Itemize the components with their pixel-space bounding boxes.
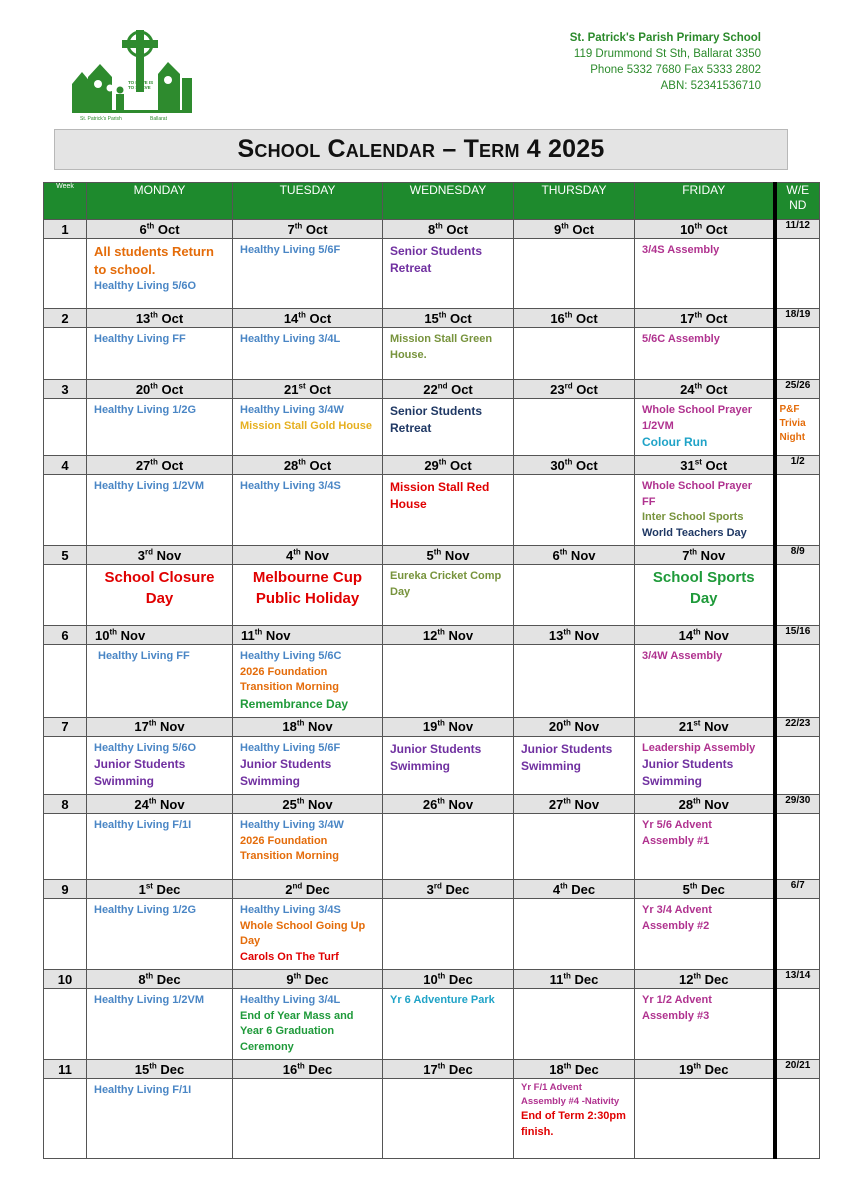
week-date-row — [44, 220, 820, 239]
event-cell — [233, 565, 383, 626]
event-item: 2026 Foundation Transition Morning — [240, 834, 339, 862]
date-cell: 14th Nov — [635, 626, 775, 645]
event-cell — [635, 814, 775, 880]
event-cell — [635, 736, 775, 795]
week-date-row — [44, 546, 820, 565]
date-cell: 3rd Nov — [87, 546, 233, 565]
date-cell: 18th Nov — [233, 717, 383, 736]
event-cell — [233, 736, 383, 795]
date-cell: 21st Oct — [233, 380, 383, 399]
event-item: 5/6C Assembly — [642, 333, 720, 345]
date-cell: 26th Nov — [383, 795, 514, 814]
date-cell: 5th Dec — [635, 880, 775, 899]
week-events-row — [44, 814, 820, 880]
week-number: 5 — [44, 546, 87, 565]
week-events-row — [44, 989, 820, 1060]
event-item: 2026 Foundation Transition Morning — [240, 665, 339, 693]
weekend-cell — [775, 475, 820, 546]
date-cell: 12th Nov — [383, 626, 514, 645]
week-number: 7 — [44, 717, 87, 736]
event-item: Healthy Living 5/6F — [240, 244, 341, 256]
date-cell: 15th Oct — [383, 309, 514, 328]
weekend-cell — [775, 736, 820, 795]
event-cell — [383, 565, 514, 626]
event-cell — [514, 989, 635, 1060]
event-item: Healthy Living 5/6O — [94, 741, 197, 754]
event-item: End of Term 2:30pm finish. — [521, 1110, 626, 1138]
weekend-dates: 29/30 — [775, 795, 820, 814]
date-cell: 18th Dec — [514, 1060, 635, 1079]
week-spacer — [44, 736, 87, 795]
date-cell: 28th Oct — [233, 456, 383, 475]
week-number: 1 — [44, 220, 87, 239]
logo-motto: TO LOVE IS TO SERVE — [128, 80, 154, 90]
date-cell: 20th Oct — [87, 380, 233, 399]
event-item: All students Return to school. — [94, 244, 214, 277]
event-item: Junior Students Swimming — [240, 757, 332, 788]
weekend-cell — [775, 399, 820, 456]
event-item: Whole School Prayer FF — [642, 480, 753, 508]
week-spacer — [44, 814, 87, 880]
event-item: Mission Stall Gold House — [240, 419, 373, 432]
event-item: End of Year Mass and Year 6 Graduation Ceremony — [240, 1009, 354, 1053]
event-cell — [233, 399, 383, 456]
date-cell: 4th Dec — [514, 880, 635, 899]
header-tuesday: TUESDAY — [233, 183, 383, 220]
week-number: 4 — [44, 456, 87, 475]
event-item: Remembrance Day — [240, 696, 349, 711]
weekend-dates: 22/23 — [775, 717, 820, 736]
week-spacer — [44, 899, 87, 970]
event-item: Healthy Living 3/4L — [240, 333, 341, 345]
week-date-row — [44, 717, 820, 736]
week-spacer — [44, 565, 87, 626]
date-cell: 30th Oct — [514, 456, 635, 475]
week-number: 3 — [44, 380, 87, 399]
header-week: Week — [44, 183, 87, 220]
date-cell: 17th Nov — [87, 717, 233, 736]
week-events-row — [44, 328, 820, 380]
date-cell: 9th Dec — [233, 970, 383, 989]
event-item: Leadership Assembly — [642, 741, 756, 754]
header-weekend-line1: W/E — [786, 183, 810, 197]
event-item: Yr 5/6 Advent Assembly #1 — [642, 819, 712, 847]
event-item: Senior Students Retreat — [390, 244, 483, 275]
event-item: Healthy Living 5/6F — [240, 741, 341, 754]
event-cell — [87, 736, 233, 795]
weekend-dates: 11/12 — [775, 220, 820, 239]
event-cell — [383, 475, 514, 546]
week-events-row — [44, 1079, 820, 1159]
date-cell: 16th Oct — [514, 309, 635, 328]
week-number: 10 — [44, 970, 87, 989]
header-row — [44, 183, 820, 220]
week-spacer — [44, 475, 87, 546]
term-calendar-table — [43, 182, 820, 1159]
event-cell — [635, 399, 775, 456]
event-cell — [233, 814, 383, 880]
event-cell — [514, 899, 635, 970]
header-weekend — [775, 183, 820, 220]
date-cell: 21st Nov — [635, 717, 775, 736]
week-spacer — [44, 1079, 87, 1159]
week-events-row — [44, 565, 820, 626]
date-cell: 6th Nov — [514, 546, 635, 565]
event-cell — [514, 736, 635, 795]
event-cell — [87, 814, 233, 880]
event-cell — [635, 899, 775, 970]
school-phone: Phone 5332 7680 Fax 5333 2802 — [590, 64, 761, 76]
week-spacer — [44, 328, 87, 380]
event-item: Junior Students Swimming — [390, 741, 482, 773]
week-date-row — [44, 880, 820, 899]
event-cell — [233, 328, 383, 380]
date-cell: 10th Dec — [383, 970, 514, 989]
event-cell — [383, 399, 514, 456]
event-cell — [87, 1079, 233, 1159]
event-cell — [514, 239, 635, 309]
header-monday: MONDAY — [87, 183, 233, 220]
event-item: Healthy Living 3/4S — [240, 904, 341, 916]
event-item: Yr 6 Adventure Park — [390, 994, 495, 1006]
header-weekend-line2: ND — [789, 198, 807, 212]
date-cell: 11th Dec — [514, 970, 635, 989]
event-item: Carols On The Turf — [240, 950, 339, 963]
logo-caption-parish: St. Patrick's Parish — [80, 116, 122, 122]
week-spacer — [44, 239, 87, 309]
date-cell: 7th Nov — [635, 546, 775, 565]
week-number: 8 — [44, 795, 87, 814]
school-contact-block — [570, 30, 761, 94]
event-cell — [233, 989, 383, 1060]
event-cell — [635, 645, 775, 718]
header-friday: FRIDAY — [635, 183, 775, 220]
week-date-row — [44, 795, 820, 814]
event-item: Yr F/1 Advent Assembly #4 -Nativity — [521, 1082, 620, 1107]
event-cell — [635, 475, 775, 546]
event-item: Eureka Cricket Comp Day — [390, 570, 502, 598]
date-cell: 4th Nov — [233, 546, 383, 565]
event-item: Healthy Living 1/2G — [94, 404, 197, 416]
date-cell: 11th Nov — [233, 626, 383, 645]
event-item: Healthy Living 3/4S — [240, 480, 341, 492]
date-cell: 10th Oct — [635, 220, 775, 239]
event-cell — [87, 399, 233, 456]
weekend-dates: 8/9 — [775, 546, 820, 565]
school-address: 119 Drummond St Sth, Ballarat 3350 — [573, 48, 761, 60]
date-cell: 19th Nov — [383, 717, 514, 736]
date-cell: 14th Oct — [233, 309, 383, 328]
event-item: Junior Students Swimming — [642, 757, 734, 788]
date-cell: 15th Dec — [87, 1060, 233, 1079]
date-cell: 13th Nov — [514, 626, 635, 645]
event-item: Junior Students Swimming — [94, 757, 186, 788]
weekend-dates: 13/14 — [775, 970, 820, 989]
header-thursday: THURSDAY — [514, 183, 635, 220]
week-date-row — [44, 626, 820, 645]
date-cell: 10th Nov — [87, 626, 233, 645]
event-item: Inter School Sports — [642, 511, 744, 523]
week-date-row — [44, 1060, 820, 1079]
week-date-row — [44, 380, 820, 399]
event-cell — [635, 328, 775, 380]
event-item: Healthy Living 5/6O — [94, 280, 197, 292]
event-item: Mission Stall Red House — [390, 480, 490, 511]
event-cell — [514, 1079, 635, 1159]
date-cell: 24th Oct — [635, 380, 775, 399]
event-item: 3/4W Assembly — [642, 650, 723, 662]
event-cell — [87, 328, 233, 380]
weekend-dates: 15/16 — [775, 626, 820, 645]
school-name: St. Patrick's Parish Primary School — [569, 32, 761, 44]
event-cell — [87, 899, 233, 970]
school-abn: ABN: 52341536710 — [660, 80, 761, 92]
event-item: Healthy Living 3/4W — [240, 404, 344, 416]
date-cell: 19th Dec — [635, 1060, 775, 1079]
event-item: Junior Students Swimming — [521, 741, 613, 773]
event-item: 3/4S Assembly — [642, 244, 720, 256]
week-number: 9 — [44, 880, 87, 899]
event-cell — [87, 989, 233, 1060]
event-cell — [87, 239, 233, 309]
event-item: Healthy Living 3/4W — [240, 819, 344, 831]
event-cell — [514, 328, 635, 380]
event-cell — [383, 899, 514, 970]
date-cell: 7th Oct — [233, 220, 383, 239]
week-events-row — [44, 645, 820, 718]
weekend-cell — [775, 899, 820, 970]
event-item: Yr 3/4 Advent Assembly #2 — [642, 904, 712, 932]
event-cell — [514, 814, 635, 880]
date-cell: 23rd Oct — [514, 380, 635, 399]
date-cell: 20th Nov — [514, 717, 635, 736]
week-spacer — [44, 989, 87, 1060]
date-cell: 31st Oct — [635, 456, 775, 475]
date-cell: 8th Oct — [383, 220, 514, 239]
week-number: 6 — [44, 626, 87, 645]
date-cell: 1st Dec — [87, 880, 233, 899]
weekend-dates: 1/2 — [775, 456, 820, 475]
date-cell: 27th Nov — [514, 795, 635, 814]
weekend-cell — [775, 645, 820, 718]
week-events-row — [44, 399, 820, 456]
event-item: School Sports Day — [652, 569, 755, 607]
title-banner — [54, 129, 788, 170]
week-date-row — [44, 456, 820, 475]
event-item: Senior Students Retreat — [390, 404, 483, 435]
date-cell: 9th Oct — [514, 220, 635, 239]
week-number: 2 — [44, 309, 87, 328]
event-item: Mission Stall Green House. — [390, 333, 493, 361]
week-date-row — [44, 309, 820, 328]
event-cell — [233, 239, 383, 309]
event-item: Melbourne Cup Public Holiday — [252, 569, 363, 607]
date-cell: 27th Oct — [87, 456, 233, 475]
event-cell — [87, 565, 233, 626]
week-number: 11 — [44, 1060, 87, 1079]
date-cell: 22nd Oct — [383, 380, 514, 399]
weekend-dates: 18/19 — [775, 309, 820, 328]
event-item: Healthy Living FF — [94, 333, 186, 345]
week-events-row — [44, 239, 820, 309]
week-spacer — [44, 645, 87, 718]
weekend-cell — [775, 239, 820, 309]
event-item: Healthy Living 1/2G — [94, 904, 197, 916]
week-date-row — [44, 970, 820, 989]
event-cell — [383, 989, 514, 1060]
event-item: P&F Trivia Night — [779, 404, 806, 443]
event-cell — [635, 1079, 775, 1159]
event-item: Colour Run — [642, 435, 708, 449]
page-title: School Calendar – Term 4 2025 — [237, 135, 605, 163]
event-cell — [233, 645, 383, 718]
event-item: Whole School Prayer 1/2VM — [642, 404, 753, 432]
date-cell: 17th Dec — [383, 1060, 514, 1079]
event-item: Healthy Living 3/4L — [240, 994, 341, 1006]
week-spacer — [44, 399, 87, 456]
event-cell — [635, 989, 775, 1060]
event-item: Healthy Living 1/2VM — [94, 994, 205, 1006]
weekend-dates: 6/7 — [775, 880, 820, 899]
event-item: World Teachers Day — [642, 526, 747, 539]
weekend-cell — [775, 989, 820, 1060]
date-cell: 25th Nov — [233, 795, 383, 814]
date-cell: 5th Nov — [383, 546, 514, 565]
date-cell: 12th Dec — [635, 970, 775, 989]
event-item: Whole School Going Up Day — [240, 919, 366, 947]
event-cell — [383, 328, 514, 380]
weekend-cell — [775, 1079, 820, 1159]
event-cell — [635, 565, 775, 626]
event-cell — [87, 475, 233, 546]
event-cell — [383, 736, 514, 795]
event-item: Healthy Living 1/2VM — [94, 480, 205, 492]
event-cell — [514, 565, 635, 626]
logo-caption-town: Ballarat — [150, 116, 167, 122]
event-item: Healthy Living FF — [98, 650, 190, 662]
event-item: School Closure Day — [104, 569, 215, 607]
event-cell — [635, 239, 775, 309]
event-item: Healthy Living F/1I — [94, 1084, 192, 1096]
date-cell: 28th Nov — [635, 795, 775, 814]
event-cell — [514, 645, 635, 718]
date-cell: 2nd Dec — [233, 880, 383, 899]
school-logo — [58, 22, 198, 132]
date-cell: 17th Oct — [635, 309, 775, 328]
date-cell: 24th Nov — [87, 795, 233, 814]
event-item: Healthy Living F/1I — [94, 819, 192, 831]
event-item: Yr 1/2 Advent Assembly #3 — [642, 994, 712, 1022]
date-cell: 6th Oct — [87, 220, 233, 239]
event-cell — [383, 1079, 514, 1159]
week-events-row — [44, 899, 820, 970]
date-cell: 13th Oct — [87, 309, 233, 328]
date-cell: 3rd Dec — [383, 880, 514, 899]
weekend-cell — [775, 565, 820, 626]
week-events-row — [44, 475, 820, 546]
event-cell — [514, 475, 635, 546]
event-cell — [87, 645, 233, 718]
header-wednesday: WEDNESDAY — [383, 183, 514, 220]
event-cell — [233, 1079, 383, 1159]
weekend-cell — [775, 328, 820, 380]
date-cell: 8th Dec — [87, 970, 233, 989]
date-cell: 29th Oct — [383, 456, 514, 475]
event-item: Healthy Living 5/6C — [240, 650, 342, 662]
date-cell: 16th Dec — [233, 1060, 383, 1079]
weekend-cell — [775, 814, 820, 880]
week-events-row — [44, 736, 820, 795]
event-cell — [383, 814, 514, 880]
event-cell — [514, 399, 635, 456]
event-cell — [233, 475, 383, 546]
event-cell — [383, 645, 514, 718]
event-cell — [383, 239, 514, 309]
event-cell — [233, 899, 383, 970]
weekend-dates: 25/26 — [775, 380, 820, 399]
weekend-dates: 20/21 — [775, 1060, 820, 1079]
